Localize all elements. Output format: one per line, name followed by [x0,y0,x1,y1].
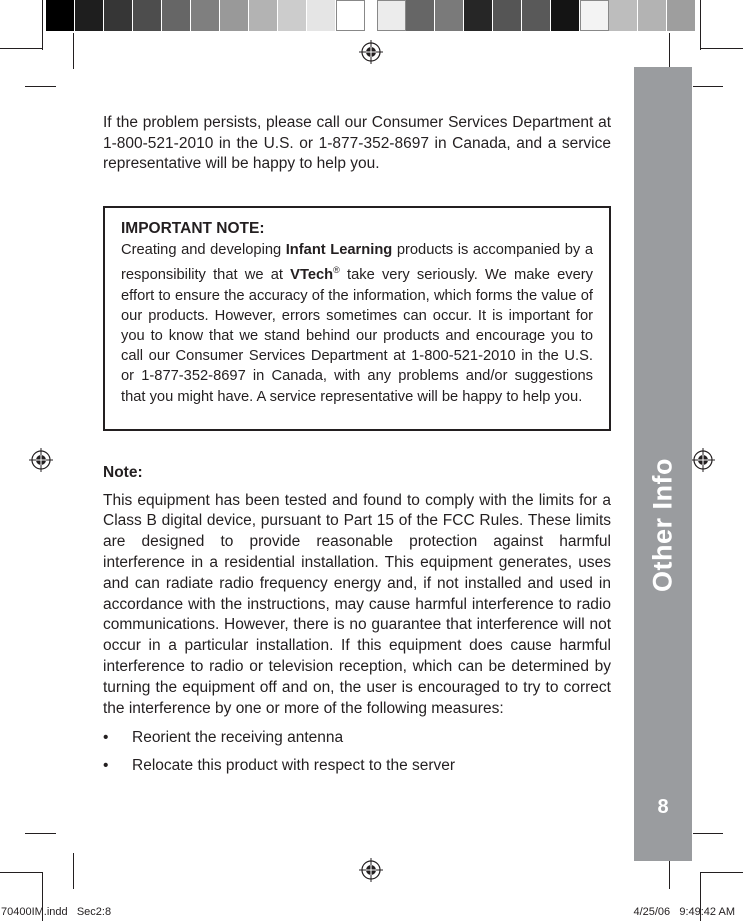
color-swatch [336,0,365,31]
side-tab [634,67,692,861]
slug-timestamp: 4/25/06 9:49:42 AM [633,906,735,918]
fcc-note-title: Note: [103,464,143,481]
crop-mark [0,48,42,49]
fcc-note-body: This equipment has been tested and found to comply with the limits for a Class B digital device, pursuant to Part 15 of the FCC Rules. These limits are designed to provide reasonable protection against harmful interference in a residential installation. This equipment generates, uses and can radiate radio frequency energy and, if not installed and used in accordance with the instructions, may cause harmful interference to radio communications. However, there is no guarantee that interference will not occur in a particular installation. If this equipment does cause harmful interference to radio or television reception, which can be determined by turning the equipment off and on, the user is encouraged to try to correct the interference by one or more of the following measures: [103,491,611,717]
color-swatch [249,0,278,31]
company-name: VTech [290,267,334,284]
color-swatch [435,0,464,31]
color-bar-left [46,0,365,31]
color-swatch [522,0,551,31]
color-swatch [46,0,75,31]
important-note-title: IMPORTANT NOTE: [121,220,265,237]
measures-list [103,728,611,776]
brand-name: Infant Learning [285,242,393,259]
color-swatch [278,0,307,31]
list-item: • Reorient the receiving antenna [103,728,611,749]
bullet-icon: • [103,756,109,774]
crop-mark [25,86,56,87]
color-swatch [307,0,336,31]
color-swatch [609,0,638,31]
color-swatch [133,0,162,31]
crop-mark [0,872,42,873]
registration-mark-icon [359,858,383,882]
crop-mark [701,872,743,873]
page-number: 8 [657,796,669,818]
color-swatch [191,0,220,31]
bullet-icon: • [103,729,109,747]
color-swatch [220,0,249,31]
color-swatch [638,0,667,31]
important-note-box [103,206,611,431]
important-note-body: Creating and developing Infant Learning products is accompanied by a responsibility that we at VTech® take very seriously. We make every effort to ensure the accuracy of the information, which forms the value of our products. However, errors sometimes can occur. It is important for you to know that we stand behind our products and encourage you to call our Consumer Services Department at 1-800-521-2010 in the U.S. or 1-877-352-8697 in Canada, with any problems and/or suggestions that you might have. A service representative will be happy to help you. [121,242,593,405]
intro-paragraph: If the problem persists, please call our Consumer Services Department at 1-800-521-2010 in the U.S. or 1-877-352-8697 in Canada, and a service representative will be happy to help you. [103,114,611,173]
crop-mark [42,0,43,50]
registration-mark-icon [29,448,53,472]
color-swatch [104,0,133,31]
slug-file: 70400IM.indd Sec2:8 [1,906,112,918]
section-title: Other Info [647,458,678,592]
color-swatch [464,0,493,31]
registration-mark-icon [359,40,383,64]
crop-mark [701,48,743,49]
crop-mark [73,853,74,889]
color-swatch [162,0,191,31]
color-swatch [75,0,104,31]
crop-mark [700,0,701,50]
color-swatch [551,0,580,31]
crop-mark [669,33,670,69]
fcc-note [103,463,611,784]
color-swatch [406,0,435,31]
crop-mark [693,86,723,87]
list-item: • Relocate this product with respect to the server [103,756,611,777]
registered-mark: ® [333,265,340,276]
color-swatch [377,0,406,31]
crop-mark [693,833,723,834]
color-swatch [580,0,609,31]
registration-mark-icon [691,448,715,472]
crop-mark [73,33,74,69]
color-bar-right [377,0,696,31]
crop-mark [25,833,56,834]
color-swatch [667,0,696,31]
color-swatch [493,0,522,31]
